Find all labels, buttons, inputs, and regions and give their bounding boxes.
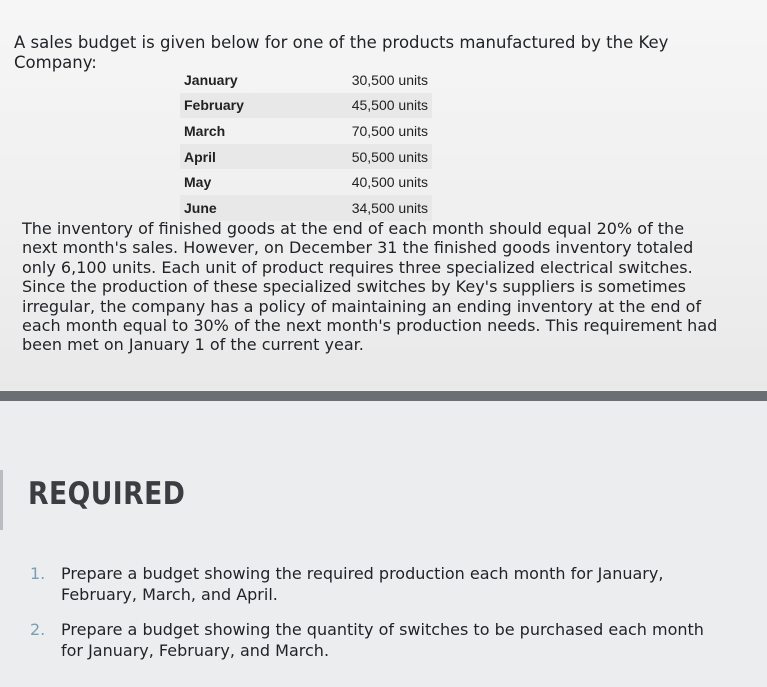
list-item [30, 563, 730, 605]
quantity-cell: 70,500 units [351, 122, 428, 139]
quantity-cell: 40,500 units [351, 174, 428, 191]
sales-budget-table [180, 67, 432, 221]
month-cell: April [180, 144, 314, 170]
month-cell: February [180, 93, 314, 119]
month-cell: January [184, 71, 238, 88]
quantity-cell: 45,500 units [314, 93, 432, 119]
requirements-list [30, 563, 730, 675]
list-item-text: Prepare a budget showing the required production each month for January, February, March, and April. [61, 564, 664, 604]
intro-text: A sales budget is given below for one of the products manufactured by the Key Company: [14, 33, 669, 72]
required-heading: REQUIRED [28, 476, 186, 512]
list-item [30, 619, 730, 661]
month-cell: May [184, 174, 212, 191]
month-cell: March [184, 122, 226, 139]
section-divider [0, 391, 767, 401]
table-row [180, 67, 432, 93]
month-cell: June [180, 195, 314, 221]
table-row [180, 144, 432, 170]
list-number: 1. [30, 564, 46, 583]
list-number: 2. [30, 620, 46, 639]
quantity-cell: 50,500 units [314, 144, 432, 170]
accent-bar [0, 470, 3, 530]
problem-paragraph: The inventory of finished goods at the end of each month should equal 20% of the next month's sales. However, on December 31 the finished goods inventory totaled only 6,100 units. Each unit of product requires three specialized electrical switches. Since the production of these specialized switches by Key's suppliers is sometimes irregular, the company has a policy of maintaining an ending inventory at the end of each month equal to 30% of the next month's production needs. This requirement had been met on January 1 of the current year. [22, 219, 718, 355]
list-item-text: Prepare a budget showing the quantity of switches to be purchased each month for January, February, and March. [61, 620, 704, 660]
table-row [180, 195, 432, 221]
quantity-cell: 34,500 units [314, 195, 432, 221]
quantity-cell: 30,500 units [351, 71, 428, 88]
table-row [180, 93, 432, 119]
table-row [180, 169, 432, 195]
table-row [180, 118, 432, 144]
